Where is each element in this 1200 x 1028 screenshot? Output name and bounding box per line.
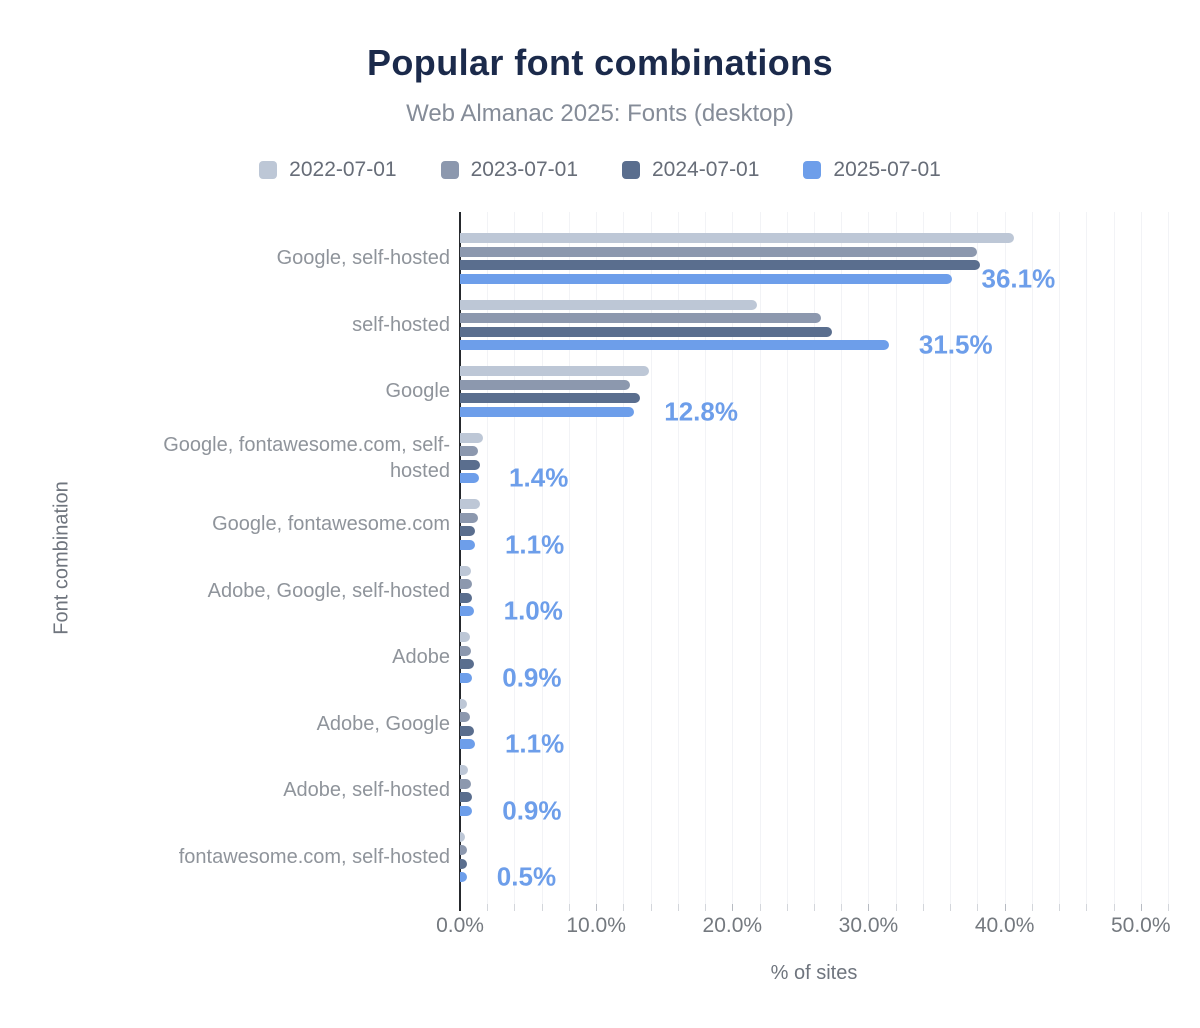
axis-tick	[896, 904, 897, 911]
page-title: Popular font combinations	[367, 42, 833, 83]
bar-2025-07-01[interactable]	[460, 473, 479, 483]
axis-tick	[760, 904, 761, 911]
axis-tick	[1086, 904, 1087, 911]
bar-2022-07-01[interactable]	[460, 300, 757, 310]
bar-2025-07-01[interactable]	[460, 340, 889, 350]
legend-label: 2025-07-01	[833, 158, 941, 181]
x-tick-label: 10.0%	[566, 914, 626, 937]
x-tick-label: 40.0%	[974, 914, 1035, 937]
axis-tick	[1005, 904, 1006, 911]
gridline	[1059, 212, 1060, 904]
gridline	[1168, 212, 1169, 904]
legend-label: 2024-07-01	[652, 158, 760, 181]
bar-2025-07-01[interactable]	[460, 606, 474, 616]
legend-label: 2023-07-01	[470, 158, 578, 181]
axis-tick	[487, 904, 488, 911]
category-label: Google	[385, 380, 450, 403]
legend-swatch-icon	[622, 161, 640, 179]
bar-2025-07-01[interactable]	[460, 673, 472, 683]
bar-2023-07-01[interactable]	[460, 247, 977, 257]
bar-2023-07-01[interactable]	[460, 779, 471, 789]
legend-item-2022-07-01[interactable]	[259, 158, 396, 182]
gridline	[950, 212, 951, 904]
category-label: Google, fontawesome.com	[212, 513, 450, 536]
legend-item-2025-07-01[interactable]	[803, 158, 940, 182]
axis-tick	[705, 904, 706, 911]
axis-tick	[814, 904, 815, 911]
bar-2022-07-01[interactable]	[460, 566, 471, 576]
bar-2022-07-01[interactable]	[460, 366, 649, 376]
axis-tick	[623, 904, 624, 911]
bar-2023-07-01[interactable]	[460, 313, 821, 323]
axis-tick	[841, 904, 842, 911]
value-label: 0.9%	[502, 795, 562, 825]
axis-tick	[542, 904, 543, 911]
bar-2024-07-01[interactable]	[460, 260, 980, 270]
bar-2024-07-01[interactable]	[460, 859, 467, 869]
bar-2024-07-01[interactable]	[460, 327, 832, 337]
axis-tick	[678, 904, 679, 911]
bar-2023-07-01[interactable]	[460, 712, 470, 722]
gridline	[1032, 212, 1033, 904]
page-subtitle: Web Almanac 2025: Fonts (desktop)	[406, 100, 794, 127]
axis-tick	[868, 904, 869, 911]
x-axis-label: % of sites	[770, 962, 858, 984]
category-label: Adobe, Google, self-hosted	[207, 579, 450, 602]
bar-2024-07-01[interactable]	[460, 460, 480, 470]
bar-2025-07-01[interactable]	[460, 806, 472, 816]
bar-2022-07-01[interactable]	[460, 233, 1014, 243]
chart	[0, 212, 1200, 1028]
category-label: self-hosted	[352, 313, 450, 336]
bar-2025-07-01[interactable]	[460, 274, 952, 284]
value-label: 36.1%	[981, 263, 1056, 293]
value-label: 1.1%	[504, 529, 565, 559]
legend-swatch-icon	[259, 161, 277, 179]
axis-tick	[1032, 904, 1033, 911]
bar-2024-07-01[interactable]	[460, 526, 475, 536]
chart-header	[0, 0, 1200, 182]
axis-tick	[950, 904, 951, 911]
bar-2024-07-01[interactable]	[460, 792, 472, 802]
bar-2023-07-01[interactable]	[460, 446, 478, 456]
gridline	[1005, 212, 1006, 904]
legend-swatch-icon	[803, 161, 821, 179]
axis-tick	[651, 904, 652, 911]
gridline	[923, 212, 924, 904]
legend-item-2023-07-01[interactable]	[441, 158, 578, 182]
x-tick-label: 20.0%	[702, 914, 763, 937]
axis-tick	[977, 904, 978, 911]
value-label: 31.5%	[918, 329, 993, 360]
gridline	[1141, 212, 1142, 904]
bar-2024-07-01[interactable]	[460, 393, 640, 403]
value-label: 0.5%	[496, 861, 557, 892]
gridline	[1114, 212, 1115, 904]
axis-tick	[787, 904, 788, 911]
bar-2025-07-01[interactable]	[460, 739, 475, 749]
x-tick-label: 50.0%	[1110, 914, 1171, 937]
bar-2023-07-01[interactable]	[460, 579, 472, 589]
value-label: 1.0%	[503, 595, 563, 626]
bar-2022-07-01[interactable]	[460, 499, 480, 509]
bar-2024-07-01[interactable]	[460, 593, 472, 603]
value-label: 0.9%	[502, 662, 562, 692]
axis-tick	[1168, 904, 1169, 911]
axis-tick	[514, 904, 515, 911]
axis-tick	[732, 904, 733, 911]
bar-2022-07-01[interactable]	[460, 632, 470, 642]
axis-tick	[1114, 904, 1115, 911]
axis-tick	[1141, 904, 1142, 911]
legend-swatch-icon	[441, 161, 459, 179]
gridline	[977, 212, 978, 904]
bar-2023-07-01[interactable]	[460, 380, 630, 390]
category-label: Adobe	[392, 646, 450, 669]
gridline	[896, 212, 897, 904]
category-label: Adobe, self-hosted	[283, 779, 450, 802]
bar-2022-07-01[interactable]	[460, 699, 467, 709]
bar-2023-07-01[interactable]	[460, 646, 471, 656]
axis-tick	[1059, 904, 1060, 911]
gridline	[1086, 212, 1087, 904]
legend	[0, 158, 1200, 182]
axis-tick	[596, 904, 597, 911]
gridline	[868, 212, 869, 904]
legend-item-2024-07-01[interactable]	[622, 158, 759, 182]
legend-label: 2022-07-01	[289, 158, 397, 181]
bar-2025-07-01[interactable]	[460, 407, 634, 417]
bar-2025-07-01[interactable]	[460, 540, 475, 550]
value-label: 12.8%	[664, 396, 738, 426]
x-tick-label: 30.0%	[838, 914, 899, 937]
category-label: Google, self-hosted	[276, 247, 450, 270]
axis-tick	[923, 904, 924, 911]
y-axis-label: Font combination	[50, 481, 73, 635]
category-label: Google, fontawesome.com, self-hosted	[163, 433, 450, 482]
value-label: 1.1%	[504, 728, 565, 759]
category-label: fontawesome.com, self-hosted	[178, 845, 450, 868]
bar-2024-07-01[interactable]	[460, 659, 474, 669]
category-label: Adobe, Google	[316, 712, 450, 735]
value-label: 1.4%	[509, 462, 569, 493]
axis-tick	[569, 904, 570, 911]
gridline	[841, 212, 842, 904]
bar-2024-07-01[interactable]	[460, 726, 474, 736]
bar-2022-07-01[interactable]	[460, 433, 483, 443]
x-tick-label: 0.0%	[436, 914, 484, 937]
bar-2023-07-01[interactable]	[460, 513, 478, 523]
